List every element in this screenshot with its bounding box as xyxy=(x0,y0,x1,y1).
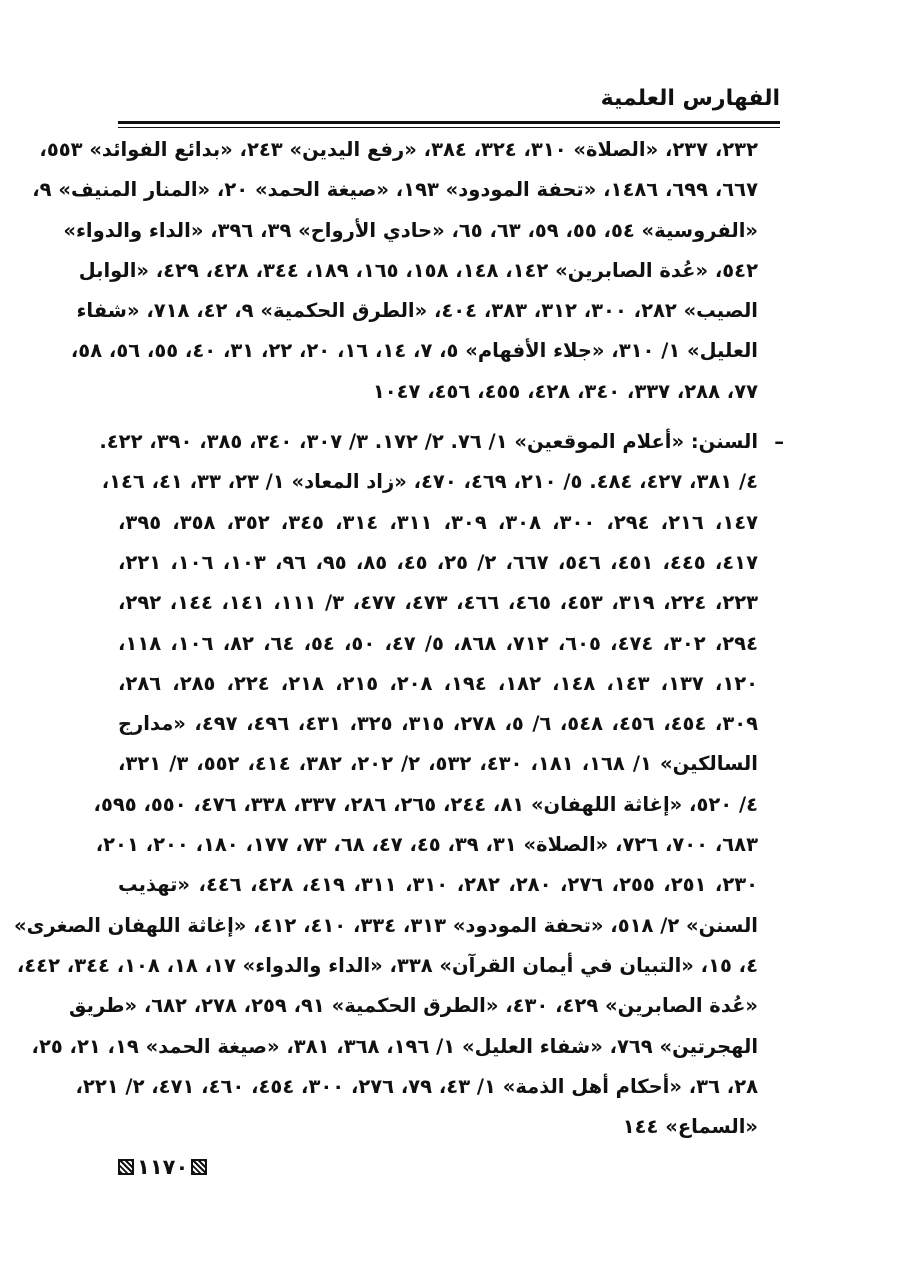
text-line: ١٢٠، ١٣٧، ١٤٣، ١٤٨، ١٨٢، ١٩٤، ٢٠٨، ٢١٥، ٢١٨، ٢٢٤، ٢٨٥، ٢٨٦، xyxy=(118,671,759,695)
index-body xyxy=(14,130,784,1147)
text-line: السالكين» ١/ ١٦٨، ١٨١، ٤٣٠، ٥٣٢، ٢/ ٢٠٢، ٣٨٢، ٤١٤، ٥٥٢، ٣/ ٣٢١، xyxy=(118,752,758,776)
text-line: السنن: «أعلام الموقعين» ١/ ٧٦. ٢/ ١٧٢. ٣/ ٣٠٧، ٣٤٠، ٣٨٥، ٣٩٠، ٤٢٢. xyxy=(99,430,758,454)
text-line: ٢٣٠، ٢٥١، ٢٥٥، ٢٧٦، ٢٨٠، ٢٨٢، ٣١٠، ٣١١، ٤١٩، ٤٢٨، ٤٤٦، «تهذيب xyxy=(118,873,759,897)
ornament-left-icon xyxy=(118,1159,134,1175)
text-line: الهجرتين» ٧٦٩، «شفاء العليل» ١/ ١٩٦، ٣٦٨، ٣٨١، «صيغة الحمد» ١٩، ٢١، ٢٥، xyxy=(31,1034,758,1058)
text-line: ٦٦٧، ٦٩٩، ١٤٨٦، «تحفة المودود» ١٩٣، «صيغة الحمد» ٢٠، «المنار المنيف» ٩، xyxy=(32,178,758,202)
header-rule-thick xyxy=(118,121,780,124)
paragraph-sunan xyxy=(14,422,784,1147)
text-line: ٢٨، ٣٦، «أحكام أهل الذمة» ١/ ٤٣، ٧٩، ٢٧٦، ٣٠٠، ٤٥٤، ٤٦٠، ٤٧١، ٢/ ٢٢١، xyxy=(75,1074,758,1098)
text-line: ٤/ ٣٨١، ٤٢٧، ٤٨٤. ٥/ ٢١٠، ٤٦٩، ٤٧٠، «زاد المعاد» ١/ ٢٣، ٣٣، ٤١، ١٤٦، xyxy=(101,470,758,494)
page-number: ١١٧٠ xyxy=(137,1155,189,1179)
text-line: ٢٣٢، ٢٣٧، «الصلاة» ٣١٠، ٣٢٤، ٣٨٤، «رفع اليدين» ٢٤٣، «بدائع الفوائد» ٥٥٣، xyxy=(39,138,758,161)
text-line: ٤/ ٥٢٠، «إغاثة اللهفان» ٨١، ٢٤٤، ٢٦٥، ٢٨٦، ٣٣٧، ٣٣٨، ٤٧٦، ٥٥٠، ٥٩٥، xyxy=(93,792,758,816)
text-line: «الفروسية» ٥٤، ٥٥، ٥٩، ٦٣، ٦٥، «حادي الأرواح» ٣٩، ٣٩٦، «الداء والدواء» xyxy=(63,218,758,242)
header-title: الفهارس العلمية xyxy=(600,86,780,111)
text-line: ٢٩٤، ٣٠٢، ٤٧٤، ٦٠٥، ٧١٢، ٨٦٨، ٥/ ٤٧، ٥٠، ٥٤، ٦٤، ٨٢، ١٠٦، ١١٨، xyxy=(118,631,758,655)
text-line: ٣٠٩، ٤٥٤، ٤٥٦، ٥٤٨، ٦/ ٥، ٢٧٨، ٣١٥، ٣٢٥، ٤٣١، ٤٩٦، ٤٩٧، «مدارج xyxy=(118,712,759,736)
text-line: العليل» ١/ ٣١٠، «جلاء الأفهام» ٥، ٧، ١٤، ١٦، ٢٠، ٢٢، ٣١، ٤٠، ٥٥، ٥٦، ٥٨، xyxy=(70,339,758,363)
running-header xyxy=(118,86,780,120)
ornament-right-icon xyxy=(191,1159,207,1175)
text-line: ٤، ١٥، «التبيان في أيمان القرآن» ٣٣٨، «الداء والدواء» ١٧، ١٨، ١٠٨، ٣٤٤، ٤٤٢، xyxy=(16,953,758,977)
text-line: ٧٧، ٢٨٨، ٣٣٧، ٣٤٠، ٤٢٨، ٤٥٥، ٤٥٦، ١٠٤٧ xyxy=(372,379,758,403)
entry-dash: – xyxy=(774,430,784,454)
paragraph-first xyxy=(32,130,758,412)
text-line: الصيب» ٢٨٢، ٣٠٠، ٣١٢، ٣٨٣، ٤٠٤، «الطرق الحكمية» ٩، ٤٢، ٧١٨، «شفاء xyxy=(76,299,758,323)
text-line: ٢٢٣، ٢٢٤، ٣١٩، ٤٥٣، ٤٦٥، ٤٦٦، ٤٧٣، ٤٧٧، ٣/ ١١١، ١٤١، ١٤٤، ٢٩٢، xyxy=(118,591,759,615)
text-line: ٥٤٢، «عُدة الصابرين» ١٤٢، ١٤٨، ١٥٨، ١٦٥، ١٨٩، ٣٤٤، ٤٢٨، ٤٢٩، «الوابل xyxy=(78,258,758,282)
text-line: ١٤٧، ٢١٦، ٢٩٤، ٣٠٠، ٣٠٨، ٣٠٩، ٣١١، ٣١٤، ٣٤٥، ٣٥٢، ٣٥٨، ٣٩٥، xyxy=(118,510,759,534)
text-line: السنن» ٢/ ٥١٨، «تحفة المودود» ٣١٣، ٣٣٤، ٤١٠، ٤١٢، «إغاثة اللهفان الصغرى» xyxy=(14,913,758,937)
page-footer xyxy=(118,1153,207,1181)
text-line: «السماع» ١٤٤ xyxy=(622,1115,758,1139)
text-line: «عُدة الصابرين» ٤٢٩، ٤٣٠، «الطرق الحكمية» ٩١، ٢٥٩، ٢٧٨، ٦٨٢، «طريق xyxy=(69,994,758,1018)
text-line: ٦٨٣، ٧٠٠، ٧٢٦، «الصلاة» ٣١، ٣٩، ٤٥، ٤٧، ٦٨، ٧٣، ١٧٧، ١٨٠، ٢٠٠، ٢٠١، xyxy=(95,833,758,857)
header-rule-thin xyxy=(118,127,780,128)
text-line: ٤١٧، ٤٤٥، ٤٥١، ٥٤٦، ٦٦٧، ٢/ ٢٥، ٤٥، ٨٥، ٩٥، ٩٦، ١٠٣، ١٠٦، ٢٢١، xyxy=(118,550,758,574)
